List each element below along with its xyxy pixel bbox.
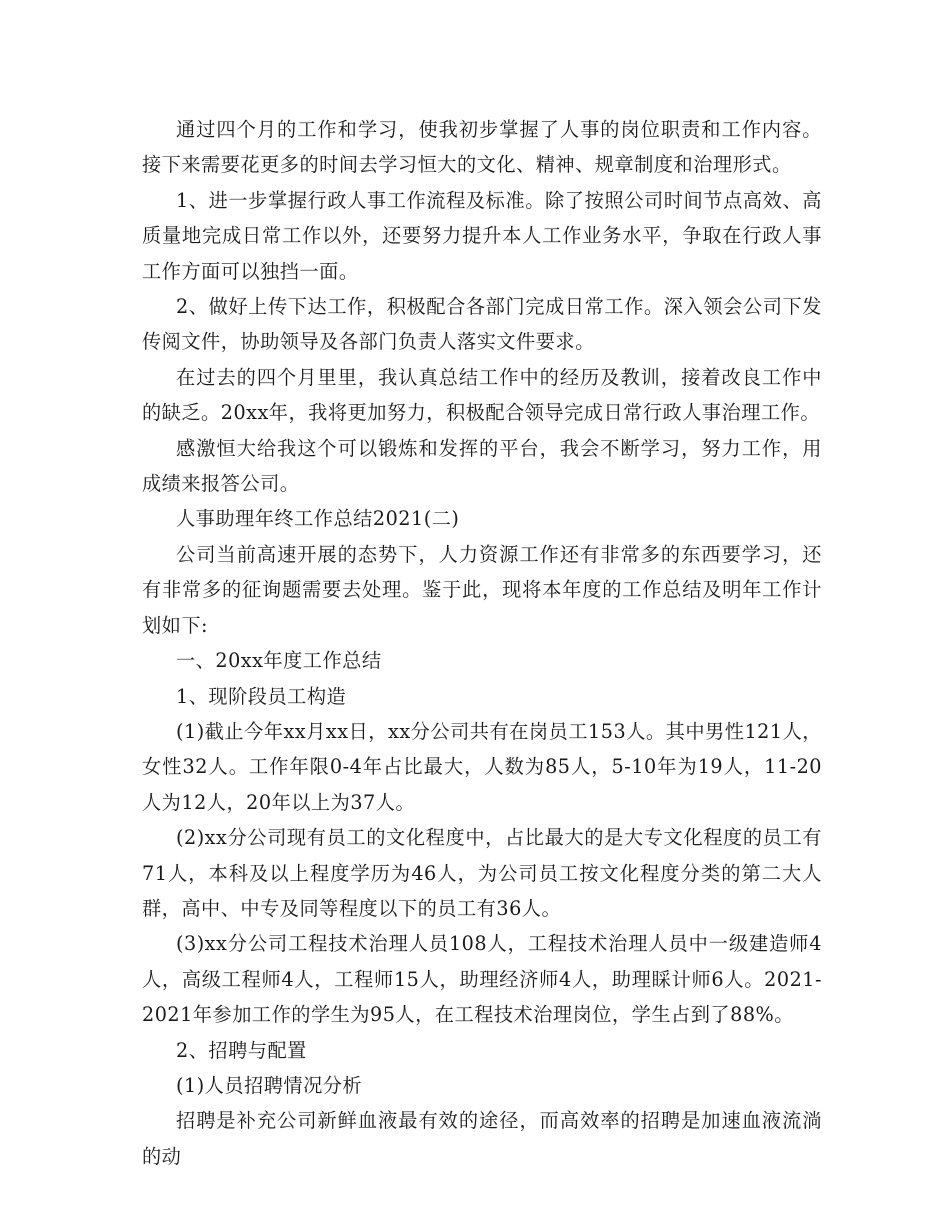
paragraph-technical-staff: (3)xx分公司工程技术治理人员108人，工程技术治理人员中一级建造师4人，高级工程师4人，工程师15人，助理经济师4人，助理睬计师6人。2021-2021年参加工作的学生为95人，在工程技术治理岗位，学生占到了88%。 <box>142 932 822 1027</box>
paragraph-recruitment: 招聘是补充公司新鲜血液最有效的途径，而高效率的招聘是加速血液流淌的动 <box>142 1109 822 1168</box>
paragraph-item-1: 1、进一步掌握行政人事工作流程及标准。除了按照公司时间节点高效、高质量地完成日常工作以外，还要努力提升本人工作业务水平，争取在行政人事工作方面可以独挡一面。 <box>142 188 822 283</box>
document-page <box>142 112 822 1174</box>
heading-recruitment: 2、招聘与配置 <box>176 1038 307 1062</box>
paragraph-intro: 通过四个月的工作和学习，使我初步掌握了人事的岗位职责和工作内容。接下来需要花更多的时间去学习恒大的文化、精神、规章制度和治理形式。 <box>142 118 822 177</box>
paragraph-education: (2)xx分公司现有员工的文化程度中，占比最大的是大专文化程度的员工有71人，本科及以上程度学历为46人，为公司员工按文化程度分类的第二大人群，高中、中专及同等程度以下的员工有36人。 <box>142 826 822 920</box>
paragraph-item-2: 2、做好上传下达工作，积极配合各部门完成日常工作。深入领会公司下发传阅文件，协助领导及各部门负责人落实文件要求。 <box>142 295 822 354</box>
heading-annual-summary: 一、20xx年度工作总结 <box>176 649 382 673</box>
section-title: 人事助理年终工作总结2021(二) <box>176 507 460 531</box>
paragraph-reflection: 在过去的四个月里里，我认真总结工作中的经历及教训，接着改良工作中的缺乏。20xx年，我将更加努力，积极配合领导完成日常行政人事治理工作。 <box>142 365 822 425</box>
paragraph-staff-count: (1)截止今年xx月xx日，xx分公司共有在岗员工153人。其中男性121人，女性32人。工作年限0-4年占比最大，人数为85人，5-10年为19人，11-20人为12人，20年以上为37人。 <box>142 719 822 814</box>
paragraph-overview: 公司当前高速开展的态势下，人力资源工作还有非常多的东西要学习，还有非常多的征询题需要去处理。鉴于此，现将本年度的工作总结及明年工作计划如下: <box>142 542 822 637</box>
heading-recruitment-analysis: (1)人员招聘情况分析 <box>176 1073 363 1097</box>
paragraph-thanks: 感激恒大给我这个可以锻炼和发挥的平台，我会不断学习，努力工作，用成绩来报答公司。 <box>142 436 822 496</box>
heading-staff-structure: 1、现阶段员工构造 <box>176 684 347 708</box>
